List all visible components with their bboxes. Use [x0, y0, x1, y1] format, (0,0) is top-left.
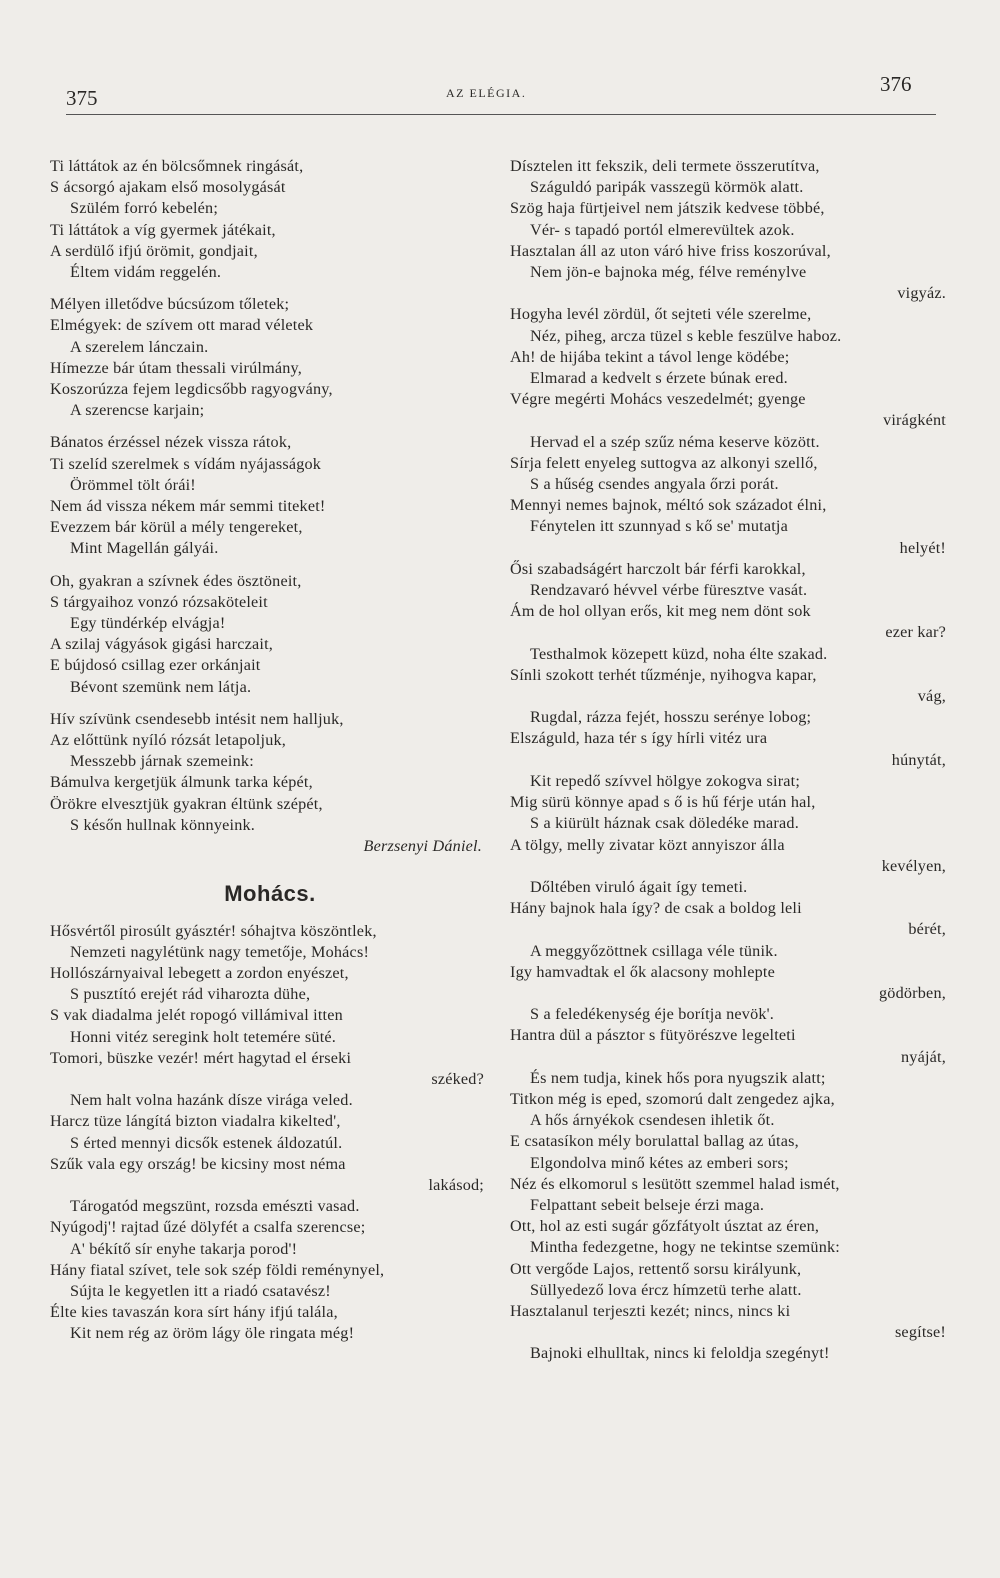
verse-line: Ti láttátok a víg gyermek játékait,	[50, 220, 276, 239]
verse-line: A szilaj vágyások gigási harczait,	[50, 635, 274, 654]
verse-line: Dísztelen itt fekszik, deli termete összerutítva,	[510, 157, 820, 175]
verse-line: E bújdosó csillag ezer orkánjait	[50, 656, 261, 675]
verse-line: Koszorúzza fejem legdicsőbb ragyogvány,	[50, 380, 333, 399]
verse-line: Tomori, büszke vezér! mért hagytad el érseki	[50, 1048, 352, 1067]
stanza	[50, 156, 490, 283]
verse-line: ezer kar?	[885, 623, 946, 642]
verse-line: Nem ád vissza nékem már semmi titeket!	[50, 497, 326, 516]
verse-line: Nem halt volna hazánk dísze virága veled.	[70, 1091, 353, 1110]
verse-line: Ősi szabadságért harczolt bár férfi karokkal,	[510, 559, 806, 578]
verse-line: Éltem vidám reggelén.	[70, 263, 222, 282]
verse-line: Száguldó paripák vasszegü körmök alatt.	[530, 178, 804, 197]
left-page-number: 375	[66, 86, 98, 110]
verse-line: széked?	[431, 1069, 484, 1088]
stanza	[50, 432, 490, 559]
verse-line: Örömmel tölt órái!	[70, 475, 196, 494]
verse-line: Hantra dül a pásztor s fütyörészve legelteti	[510, 1026, 796, 1045]
verse-line: Mint Magellán gályái.	[70, 539, 219, 558]
verse-line: Ott vergőde Lajos, rettentő sorsu királyunk,	[510, 1259, 802, 1278]
stanza	[50, 571, 490, 698]
header-rule	[66, 114, 936, 115]
verse-line: A szerencse karjain;	[70, 401, 205, 420]
verse-line: Nemzeti nagylétünk nagy temetője, Mohács!	[70, 942, 370, 961]
verse-line: Dőltében viruló ágait így temeti.	[530, 877, 748, 896]
verse-line: Ott, hol az esti sugár gőzfátyolt úsztat az éren,	[510, 1217, 820, 1236]
verse-line: Ti láttátok az én bölcsőmnek ringását,	[50, 157, 304, 175]
verse-line: vigyáz.	[897, 284, 946, 303]
verse-line: Honni vitéz seregink holt tetemére süté.	[70, 1027, 337, 1046]
verse-line: A szerelem lánczain.	[70, 337, 209, 356]
verse-line: S a feledékenység éje borítja nevök'.	[530, 1005, 775, 1024]
verse-line: Egy tündérkép elvágja!	[70, 614, 226, 633]
verse-line: S vak diadalma jelét ropogó villámival itten	[50, 1006, 343, 1025]
verse-line: Szög haja fürtjeivel nem játszik kedvese többé,	[510, 199, 825, 218]
verse-line: Elmégyek: de szívem ott marad véletek	[50, 316, 314, 335]
verse-line: Oh, gyakran a szívnek édes ösztöneit,	[50, 571, 302, 590]
stanza	[50, 294, 490, 421]
verse-line: Az előttünk nyíló rózsát letapoljuk,	[50, 731, 287, 750]
verse-line: Süllyedező lova ércz hímzetü terhe alatt.	[530, 1280, 802, 1299]
verse-line: Örökre elvesztjük gyakran éltünk szépét,	[50, 794, 323, 813]
verse-line: S a kiürült háznak csak döledéke marad.	[530, 814, 799, 833]
verse-line: E csatasíkon mély borulattal ballag az útas,	[510, 1132, 799, 1151]
left-column	[50, 156, 490, 1345]
verse-line: S érted mennyi dicsők estenek áldozatúl.	[70, 1133, 343, 1152]
verse-line: Sírja felett enyeleg suttogva az alkonyi szellő,	[510, 453, 818, 472]
verse-line: Nyúgodj'! rajtad űzé dölyfét a csalfa szerencse;	[50, 1218, 366, 1237]
verse-line: Elgondolva minő kétes az emberi sors;	[530, 1153, 789, 1172]
verse-line: Elmarad a kedvelt s érzete búnak ered.	[530, 369, 788, 388]
verse-line: Bévont szemünk nem látja.	[70, 677, 252, 696]
verse-line: bérét,	[908, 920, 946, 939]
verse-line: Titkon még is eped, szomorú dalt zengedez ajka,	[510, 1089, 835, 1108]
verse-line: húnytát,	[891, 750, 946, 769]
verse-line: Hív szívünk csendesebb intésit nem halljuk,	[50, 709, 344, 728]
verse-line: Hány fiatal szívet, tele sok szép földi reménynyel,	[50, 1260, 385, 1279]
verse-line: Kit repedő szívvel hölgye zokogva sirat;	[530, 771, 801, 790]
verse-line: Néz és elkomorul s lesütött szemmel halad ismét,	[510, 1174, 840, 1193]
verse-line: lakásod;	[428, 1175, 484, 1194]
verse-line: nyáját,	[901, 1047, 946, 1066]
stanza	[50, 709, 490, 836]
right-page-number: 376	[880, 72, 912, 96]
verse-line: Szűk vala egy ország! be kicsiny most néma	[50, 1154, 346, 1173]
verse-line: Hervad el a szép szűz néma keserve között.	[530, 432, 820, 451]
verse-line: segítse!	[894, 1323, 946, 1342]
verse-line: vág,	[917, 687, 946, 706]
verse-line: S a hűség csendes angyala őrzi porát.	[530, 475, 779, 494]
verse-line: Hasztalan áll az uton váró hive friss koszorúval,	[510, 241, 831, 260]
verse-line: Vér- s tapadó portól elmerevültek azok.	[530, 220, 795, 239]
verse-line: Hány bajnok hala így? de csak a boldog leli	[510, 899, 802, 918]
running-title: AZ ELÉGIA.	[446, 86, 527, 100]
verse-line: Evezzem bár körül a mély tengereket,	[50, 518, 303, 537]
verse-line: A serdülő ifjú örömit, gondjait,	[50, 241, 258, 260]
right-column	[510, 156, 952, 1365]
verse-line: Ah! de hijába tekint a távol lenge ködébe;	[510, 347, 790, 366]
verse-line: Rugdal, rázza fejét, hosszu serénye lobog;	[530, 708, 812, 727]
verse-line: Messzebb járnak szemeink:	[70, 752, 254, 771]
verse-line: Kit nem rég az öröm lágy öle ringata még!	[70, 1324, 355, 1343]
verse-line: gödörben,	[879, 983, 946, 1002]
verse-line: Bánatos érzéssel nézek vissza rátok,	[50, 433, 292, 452]
verse-line: Harcz tüze lángítá bizton viadalra kikelted',	[50, 1112, 341, 1131]
verse-line: kevélyen,	[881, 856, 946, 875]
verse-line: A tölgy, melly zivatar közt annyiszor álla	[510, 835, 785, 854]
verse-line: Élte kies tavaszán kora sírt hány ifjú talála,	[50, 1303, 338, 1322]
verse-line: A' békítő sír enyhe takarja porod'!	[70, 1239, 298, 1258]
verse-line: Felpattant sebeit belseje érzi maga.	[530, 1195, 765, 1214]
verse-line: helyét!	[899, 538, 946, 557]
verse-line: Igy hamvadtak el ők alacsony mohlepte	[510, 962, 775, 981]
verse-line: Hősvértől pirosúlt gyásztér! sóhajtva köszöntlek,	[50, 921, 377, 940]
verse-line: A hős árnyékok csendesen ihletik őt.	[530, 1111, 775, 1130]
verse-line: Végre megérti Mohács veszedelmét; gyenge	[510, 390, 806, 409]
verse-line: Mintha fedezgetne, hogy ne tekintse szemünk:	[530, 1238, 840, 1257]
verse-line: Bajnoki elhulltak, nincs ki feloldja szegényt!	[530, 1344, 830, 1363]
verse-line: Szülém forró kebelén;	[70, 199, 219, 218]
verse-line: Mélyen illetődve búcsúzom tőletek;	[50, 295, 290, 314]
verse-line: Fénytelen itt szunnyad s kő se' mutatja	[530, 517, 788, 536]
verse-line: Hímezze bár útam thessali virúlmány,	[50, 358, 303, 377]
verse-line: Rendzavaró hévvel vérbe füresztve vasát.	[530, 581, 808, 600]
verse-line: S későn hullnak könnyeink.	[70, 815, 256, 834]
poem-body	[50, 921, 490, 1345]
verse-line: És nem tudja, kinek hős pora nyugszik alatt;	[530, 1068, 826, 1087]
verse-line: Elszáguld, haza tér s így hírli vitéz ura	[510, 729, 768, 748]
verse-line: Testhalmok közepett küzd, noha élte szakad.	[530, 644, 828, 663]
verse-line: Ám de hol ollyan erős, kit meg nem dönt sok	[510, 602, 811, 621]
verse-line: Ti szelíd szerelmek s vídám nyájasságok	[50, 454, 322, 473]
verse-line: S ácsorgó ajakam első mosolygását	[50, 178, 286, 197]
verse-line: S pusztító erejét rád viharozta dühe,	[70, 985, 311, 1004]
verse-line: Hasztalanul terjeszti kezét; nincs, nincs ki	[510, 1301, 791, 1320]
verse-line: S tárgyaihoz vonzó rózsaköteleit	[50, 592, 268, 611]
verse-line: Tárogatód megszünt, rozsda emészti vasad.	[70, 1197, 360, 1216]
verse-line: Sújta le kegyetlen itt a riadó csatavész!	[70, 1281, 331, 1300]
verse-line: Nem jön-e bajnoka még, félve reménylve	[530, 263, 807, 282]
verse-line: A meggyőzöttnek csillaga véle tünik.	[530, 941, 778, 960]
poem-title: Mohács.	[224, 881, 316, 907]
verse-line: virágként	[883, 411, 946, 430]
verse-line: Sínli szokott terhét tűzménje, nyihogva kapar,	[510, 665, 817, 684]
verse-line: Hogyha levél zördül, őt sejteti véle szerelme,	[510, 305, 812, 324]
verse-line: Bámulva kergetjük álmunk tarka képét,	[50, 773, 313, 792]
verse-line: Néz, piheg, arcza tüzel s keble feszülve haboz.	[530, 326, 842, 345]
verse-line: Mig sürü könnye apad s ő is hű férje után hal,	[510, 793, 816, 812]
verse-line: Hollószárnyaival lebegett a zordon enyészet,	[50, 963, 349, 982]
author-signature: Berzsenyi Dániel.	[363, 837, 482, 856]
verse-line: Mennyi nemes bajnok, méltó sok századot élni,	[510, 496, 827, 515]
